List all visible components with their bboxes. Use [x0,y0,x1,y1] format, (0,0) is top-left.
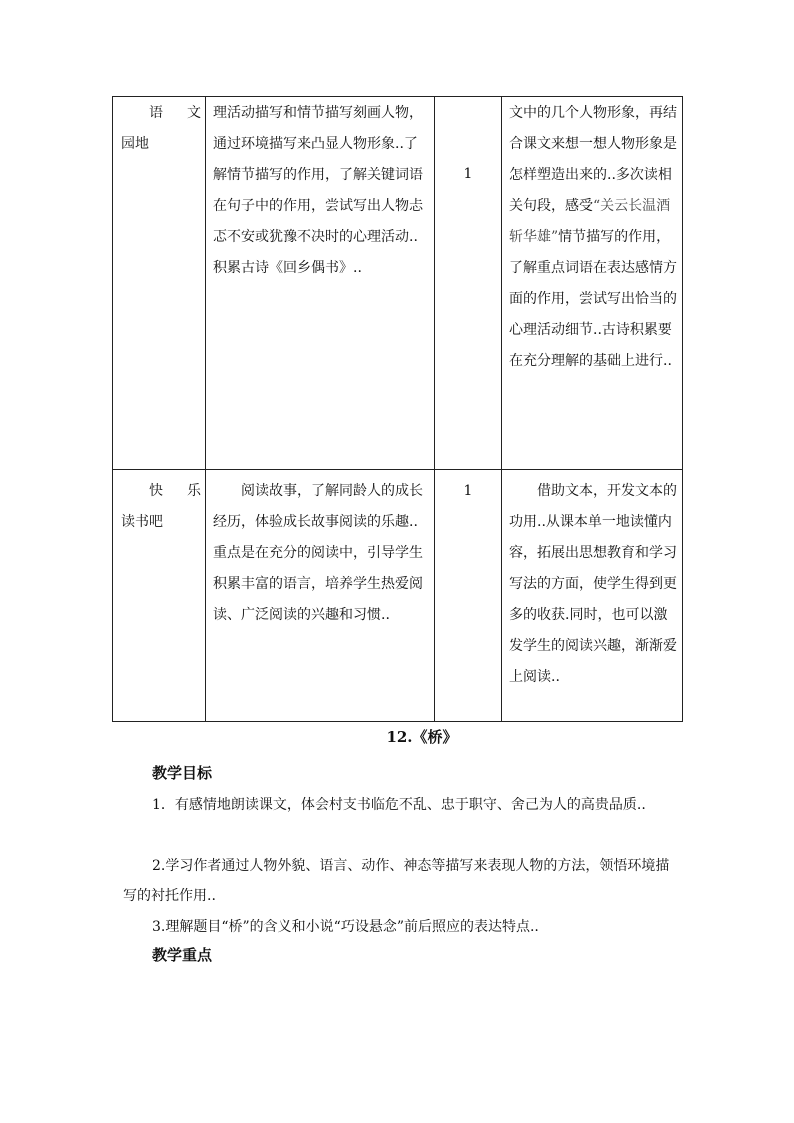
objective-item: 1．有感情地朗读课文，体会村支书临危不乱、忠于职守、舍己为人的高贵品质.. [152,797,646,813]
advice-text: 借助文本，开发文本的功用..从课本单一地读懂内容，拓展出思想教育和学习写法的方面，使学生得到更多的收获.同时，也可以激发学生的阅读兴趣，渐渐爱上阅读.. [509,483,677,685]
content-cell [206,470,435,722]
advice-text-part: 情节描写的作用，了解重点词语在表达感情方面的作用，尝试写出恰当的心理活动细节..古诗积累要在充分理解的基础上进行.. [509,229,677,369]
advice-quote: “关云长温酒斩华雄” [509,198,671,245]
row-title-char: 快 [149,483,163,499]
objective-item: 2.学习作者通过人物外貌、语言、动作、神态等描写来表现人物的方法，领悟环境描写的衬托作用.. [123,858,670,904]
row-title-rest: 读书吧 [121,514,163,530]
objective-item: 3.理解题目“桥”的含义和小说“巧设悬念”前后照应的表达特点.. [152,919,539,935]
table-row [113,97,683,470]
advice-cell [502,470,683,722]
row-title-cell [113,97,206,470]
hours-value: 1 [463,483,473,499]
lesson-title: 12.《桥》 [386,728,458,746]
row-title-char: 语 [149,105,163,121]
unit-plan-table [112,96,683,722]
row-title-char: 文 [187,105,201,121]
row-title-cell [113,470,206,722]
hours-cell [435,470,502,722]
key-points-heading: 教学重点 [152,946,213,964]
hours-value: 1 [463,166,473,182]
hours-cell [435,97,502,470]
row-title-char: 乐 [187,483,201,499]
advice-text-part: 文中的几个人物形象，再结合课文来想一想人物形象是怎样塑造出来的..多次读相关句段，感受 [509,105,677,214]
content-text: 阅读故事，了解同龄人的成长经历，体验成长故事阅读的乐趣..重点是在充分的阅读中，引导学生积累丰富的语言，培养学生热爱阅读、广泛阅读的兴趣和习惯.. [213,483,423,623]
content-text: 理活动描写和情节描写刻画人物，通过环境描写来凸显人物形象..了解情节描写的作用，了解关键词语在句子中的作用，尝试写出人物忐忑不安或犹豫不决时的心理活动..积累古诗《回乡偶书》.. [213,105,423,276]
content-cell [206,97,435,470]
objectives-heading: 教学目标 [152,764,213,782]
table-row [113,470,683,722]
advice-cell [502,97,683,470]
row-title-rest: 园地 [121,136,149,152]
advice-text [502,97,682,377]
